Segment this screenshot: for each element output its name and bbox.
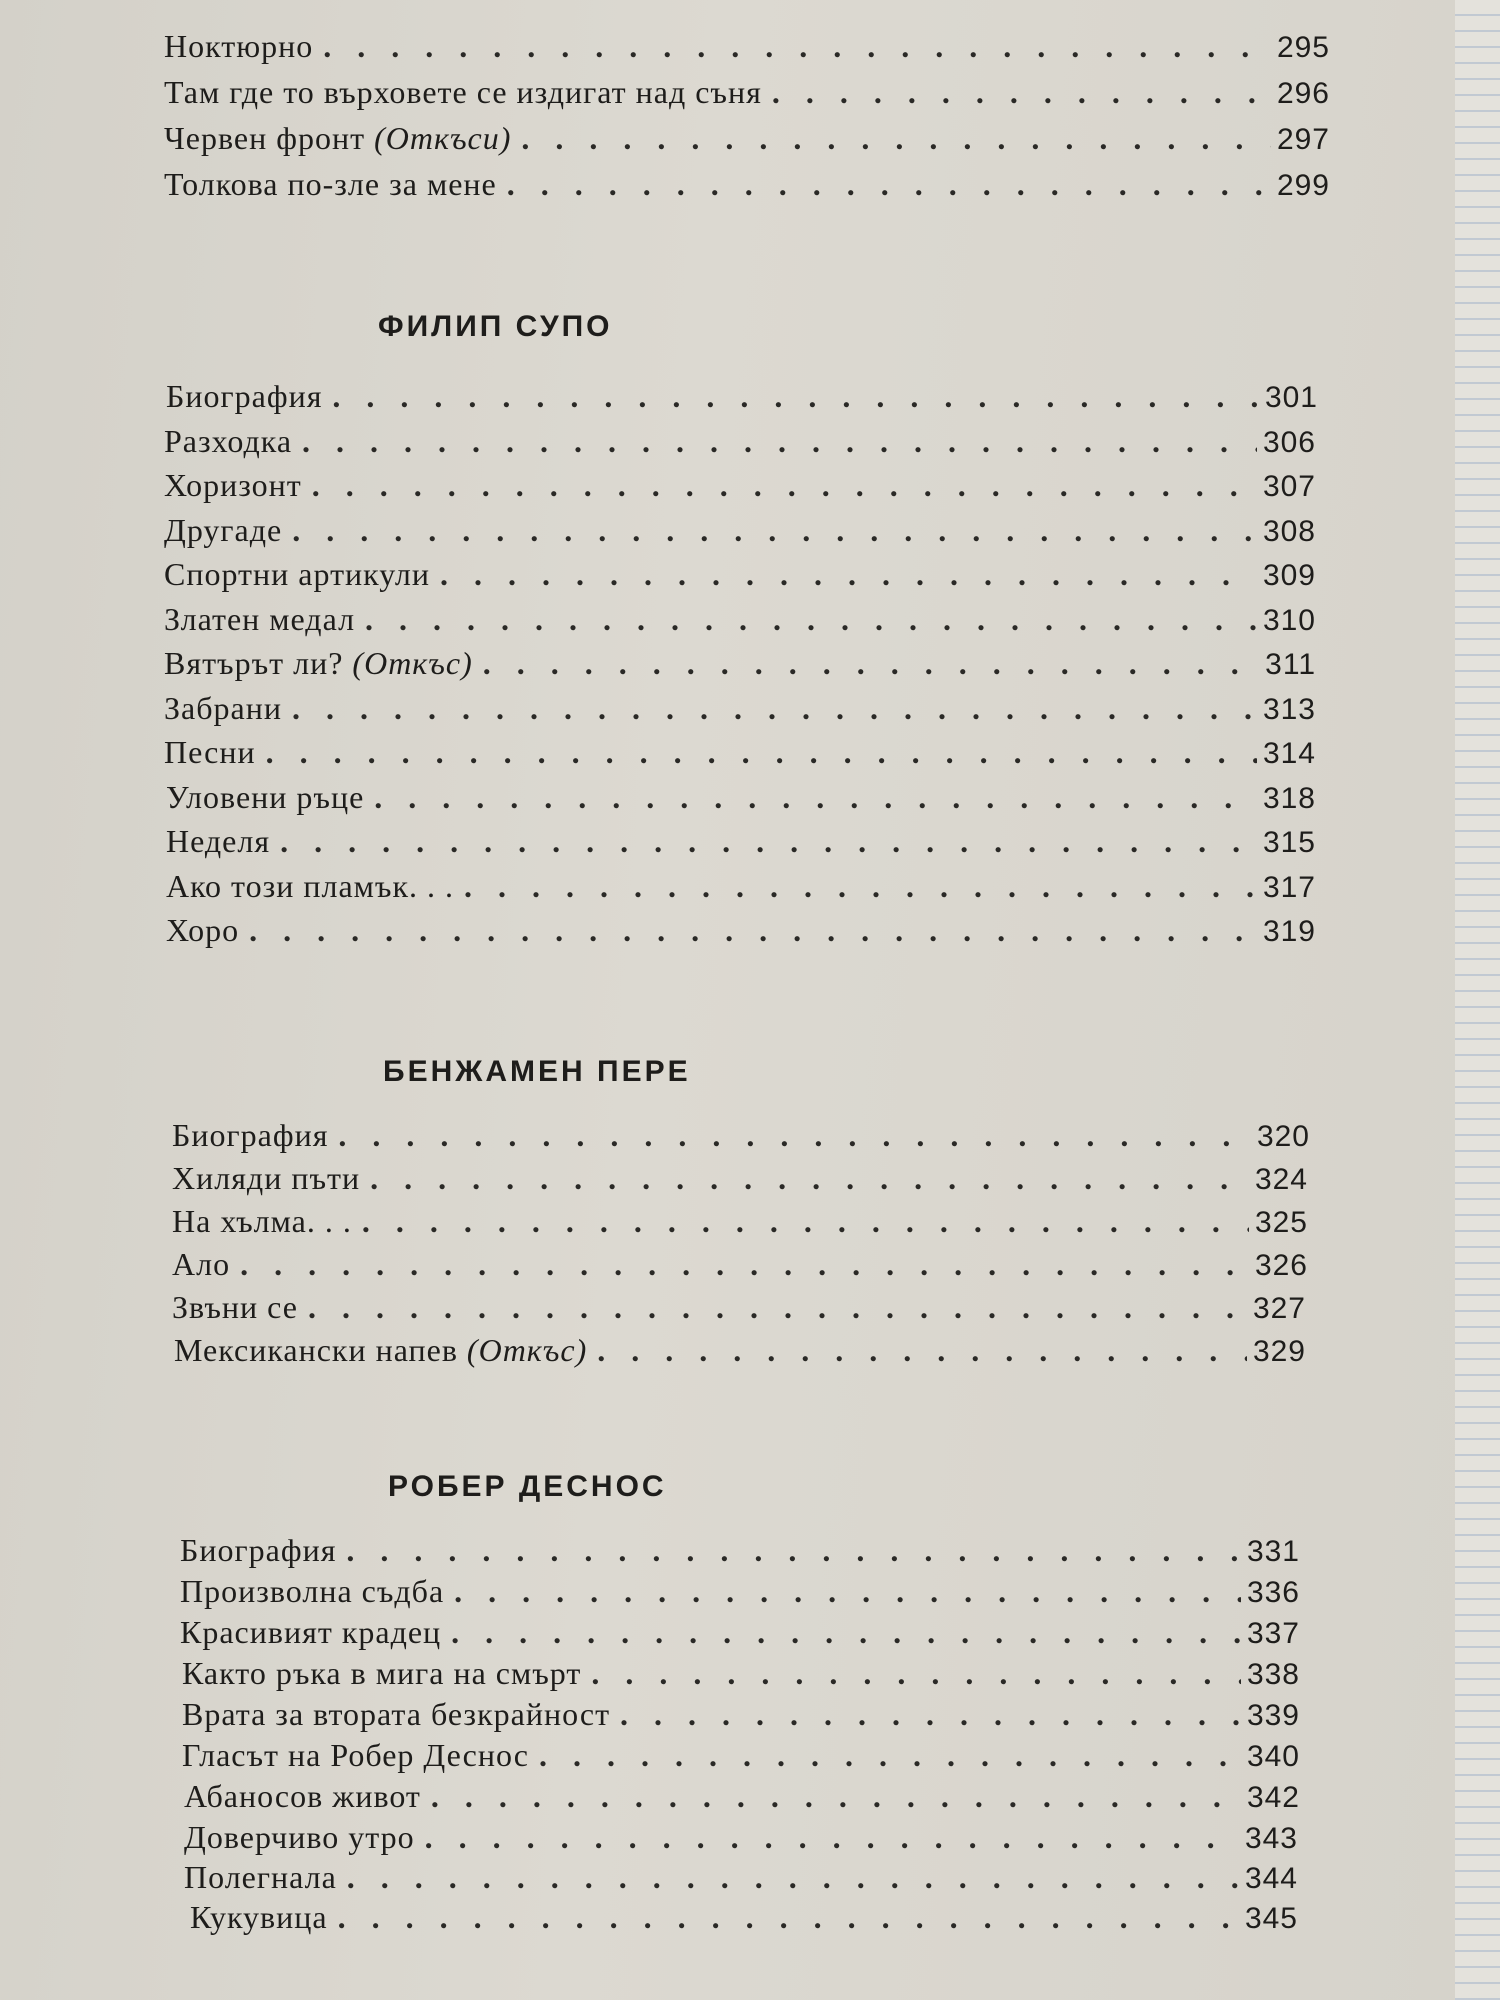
toc-entry: [166, 912, 1316, 956]
toc-entry: [172, 1160, 1308, 1204]
toc-entry: [190, 1899, 1298, 1943]
toc-leader-dots: [240, 1246, 1249, 1283]
toc-entry: [166, 378, 1318, 422]
toc-entry-title: Доверчиво утро: [184, 1819, 415, 1855]
toc-entry-title: Спортни артикули: [164, 556, 430, 592]
toc-leader-dots: [521, 120, 1271, 157]
toc-leader-dots: [597, 1332, 1247, 1369]
toc-entry-title: Мексикански напев (Откъс): [174, 1332, 588, 1368]
toc-entry-page: 318: [1262, 782, 1316, 815]
toc-entry-page: 313: [1262, 693, 1316, 726]
toc-entry: [164, 423, 1316, 467]
toc-entry-page: 311: [1265, 648, 1316, 681]
toc-entry-page: 327: [1252, 1292, 1306, 1325]
toc-leader-dots: [620, 1696, 1241, 1733]
toc-entry-page: 314: [1262, 737, 1316, 770]
toc-entry-page: 343: [1244, 1822, 1298, 1855]
toc-entry-title: Златен медал: [164, 601, 356, 637]
toc-entry: [184, 1819, 1298, 1863]
toc-entry-page: 336: [1246, 1576, 1300, 1609]
toc-entry-page: 295: [1276, 31, 1330, 64]
toc-entry-page: 310: [1262, 604, 1316, 637]
toc-entry-page: 309: [1262, 559, 1316, 592]
toc-entry: [174, 1332, 1306, 1376]
toc-entry-title: Произволна съдба: [180, 1573, 445, 1609]
toc-entry-page: 342: [1246, 1781, 1300, 1814]
toc-leader-dots: [338, 1117, 1251, 1154]
toc-entry: [164, 28, 1330, 72]
toc-leader-dots: [249, 912, 1257, 949]
toc-entry-title: Червен фронт (Откъси): [164, 120, 512, 156]
toc-entry: [172, 1117, 1310, 1161]
toc-entry-page: 325: [1254, 1206, 1308, 1239]
toc-leader-dots: [292, 690, 1257, 727]
toc-entry-title: Забрани: [164, 690, 282, 726]
toc-entry: [184, 1859, 1298, 1903]
toc-entry-title: Кукувица: [190, 1899, 328, 1935]
adjacent-page-edge: [1455, 0, 1500, 2000]
toc-entry-page: 299: [1276, 169, 1330, 202]
toc-entry: [180, 1573, 1300, 1617]
toc-leader-dots: [464, 868, 1257, 905]
toc-leader-dots: [440, 556, 1257, 593]
toc-entry-title: Толкова по-зле за мене: [164, 166, 497, 202]
toc-entry: [164, 556, 1316, 600]
toc-entry-title: Хоро: [166, 912, 240, 948]
toc-leader-dots: [280, 823, 1257, 860]
toc-entry-title: Вятърът ли? (Откъс): [164, 645, 473, 681]
toc-entry: [172, 1289, 1306, 1333]
toc-entry: [166, 868, 1316, 912]
toc-entry-page: 315: [1262, 826, 1316, 859]
toc-entry: [164, 74, 1330, 118]
toc-entry-title: Абаносов живот: [184, 1778, 421, 1814]
toc-entry: [166, 779, 1316, 823]
toc-entry-title: Както ръка в мига на смърт: [182, 1655, 582, 1691]
toc-entry-page: 345: [1244, 1902, 1298, 1935]
toc-entry-title: Звъни се: [172, 1289, 298, 1325]
toc-entry-title: Полегнала: [184, 1859, 337, 1895]
toc-entry-page: 331: [1246, 1535, 1300, 1568]
toc-leader-dots: [772, 74, 1271, 111]
toc-entry-title: Биография: [166, 378, 323, 414]
toc-entry-page: 340: [1246, 1740, 1300, 1773]
toc-leader-dots: [507, 166, 1271, 203]
toc-leader-dots: [302, 423, 1257, 460]
toc-entry-page: 301: [1264, 381, 1318, 414]
toc-entry: [164, 120, 1330, 164]
toc-leader-dots: [308, 1289, 1247, 1326]
toc-entry-title: Врата за втората безкрайност: [182, 1696, 611, 1732]
toc-entry: [164, 645, 1316, 689]
toc-leader-dots: [425, 1819, 1239, 1856]
toc-entry-page: 339: [1246, 1699, 1300, 1732]
toc-entry: [164, 467, 1316, 511]
toc-leader-dots: [346, 1532, 1241, 1569]
toc-leader-dots: [332, 378, 1259, 415]
toc-entry-title: Гласът на Робер Деснос: [182, 1737, 529, 1773]
toc-entry-page: 344: [1244, 1862, 1298, 1895]
section-heading: РОБЕР ДЕСНОС: [388, 1470, 667, 1503]
toc-entry-page: 306: [1262, 426, 1316, 459]
toc-leader-dots: [347, 1859, 1239, 1896]
toc-entry-title: Красивият крадец: [180, 1614, 442, 1650]
toc-entry: [180, 1532, 1300, 1576]
toc-entry-page: 319: [1262, 915, 1316, 948]
toc-leader-dots: [312, 467, 1257, 504]
toc-entry-page: 324: [1254, 1163, 1308, 1196]
toc-entry-title: Хоризонт: [164, 467, 302, 503]
toc-entry-title: Ако този пламък. . .: [166, 868, 454, 904]
toc-entry-title: Там где то върховете се издигат над съня: [164, 74, 762, 110]
toc-entry-page: 329: [1252, 1335, 1306, 1368]
toc-entry: [164, 734, 1316, 778]
toc-entry: [172, 1246, 1308, 1290]
toc-leader-dots: [338, 1899, 1239, 1936]
toc-entry-page: 307: [1262, 470, 1316, 503]
toc-leader-dots: [451, 1614, 1241, 1651]
toc-leader-dots: [365, 601, 1257, 638]
toc-leader-dots: [266, 734, 1257, 771]
toc-leader-dots: [362, 1203, 1249, 1240]
toc-entry-page: 337: [1246, 1617, 1300, 1650]
toc-entry-title: Песни: [164, 734, 256, 770]
toc-entry-title: Разходка: [164, 423, 293, 459]
toc-leader-dots: [431, 1778, 1241, 1815]
toc-entry: [164, 166, 1330, 210]
section-heading: ФИЛИП СУПО: [378, 310, 613, 343]
toc-entry-page: 308: [1262, 515, 1316, 548]
toc-entry: [180, 1614, 1300, 1658]
toc-entry-page: 320: [1256, 1120, 1310, 1153]
toc-leader-dots: [539, 1737, 1241, 1774]
toc-entry-page: 338: [1246, 1658, 1300, 1691]
toc-entry: [184, 1778, 1300, 1822]
toc-entry: [172, 1203, 1308, 1247]
toc-entry: [164, 690, 1316, 734]
toc-leader-dots: [591, 1655, 1241, 1692]
toc-leader-dots: [454, 1573, 1241, 1610]
toc-entry-title: На хълма. . .: [172, 1203, 352, 1239]
toc-entry: [166, 823, 1316, 867]
toc-leader-dots: [370, 1160, 1249, 1197]
toc-entry-title: Биография: [180, 1532, 337, 1568]
toc-entry: [182, 1655, 1300, 1699]
toc-leader-dots: [483, 645, 1259, 682]
toc-entry-page: 317: [1262, 871, 1316, 904]
toc-entry: [164, 512, 1316, 556]
section-heading: БЕНЖАМЕН ПЕРЕ: [383, 1055, 691, 1088]
toc-entry: [164, 601, 1316, 645]
toc-leader-dots: [292, 512, 1257, 549]
toc-entry-page: 296: [1276, 77, 1330, 110]
toc-entry-title: Уловени ръце: [166, 779, 365, 815]
toc-entry-title: Ноктюрно: [164, 28, 314, 64]
toc-entry: [182, 1737, 1300, 1781]
toc-leader-dots: [374, 779, 1257, 816]
toc-entry: [182, 1696, 1300, 1740]
toc-leader-dots: [323, 28, 1271, 65]
toc-entry-page: 326: [1254, 1249, 1308, 1282]
toc-entry-title: Хиляди пъти: [172, 1160, 361, 1196]
toc-entry-page: 297: [1276, 123, 1330, 156]
toc-entry-title: Биография: [172, 1117, 329, 1153]
toc-entry-title: Другаде: [164, 512, 283, 548]
toc-entry-title: Неделя: [166, 823, 271, 859]
toc-entry-title: Ало: [172, 1246, 231, 1282]
